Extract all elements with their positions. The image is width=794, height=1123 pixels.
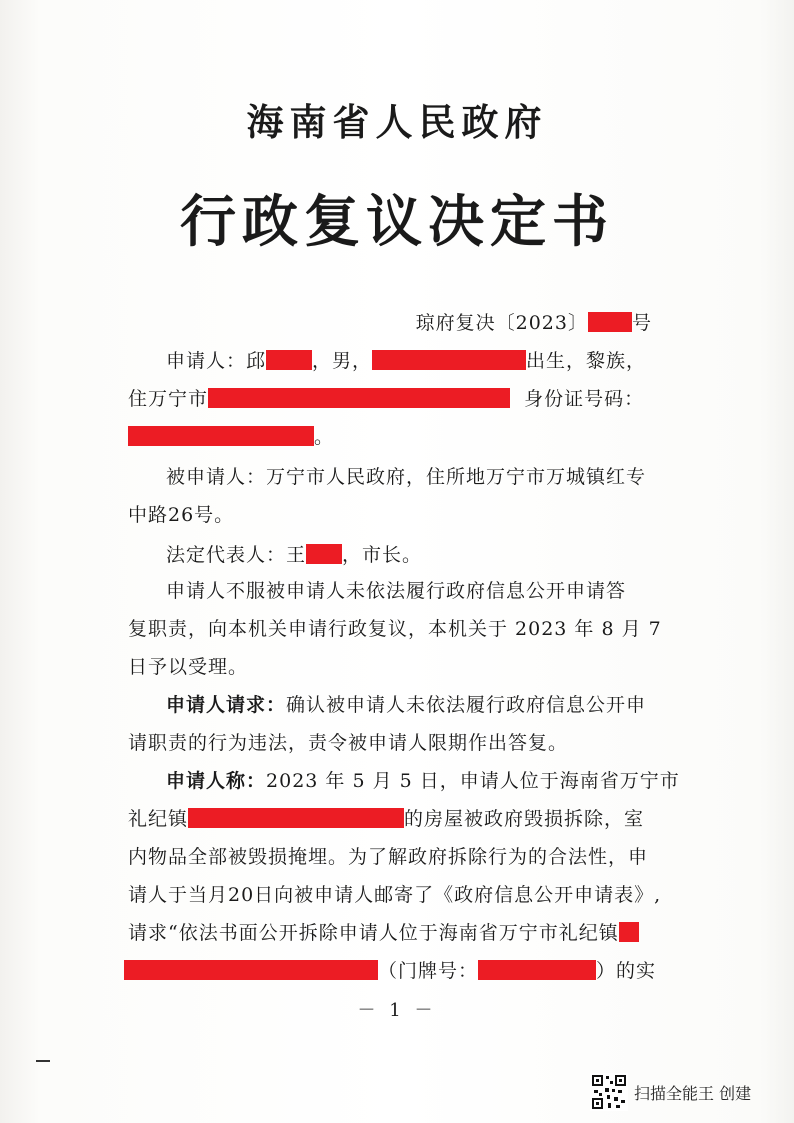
document-number: 琼府复决〔2023〕 号 <box>415 312 652 334</box>
issuing-organization: 海南省人民政府 <box>246 100 548 144</box>
redaction-block <box>128 426 314 446</box>
redaction-block <box>208 388 510 408</box>
claim-line-6: （门牌号： ）的实 <box>124 956 654 983</box>
redaction-block <box>478 960 596 980</box>
intro-line-3: 日予以受理。 <box>128 656 249 678</box>
qr-code-icon <box>590 1073 628 1111</box>
claim-heading: 申请人称： <box>166 770 267 792</box>
redaction-block <box>619 922 639 942</box>
intro-line-1: 申请人不服被申请人未依法履行政府信息公开申请答 <box>166 580 627 602</box>
request-heading: 申请人请求： <box>166 694 287 716</box>
request-line-1: 申请人请求：确认被申请人未依法履行政府信息公开申 <box>166 694 647 716</box>
redaction-block <box>188 808 404 828</box>
scan-edge-mark <box>36 1060 50 1062</box>
respondent-line-2: 中路26号。 <box>128 504 235 526</box>
legal-representative-line: 法定代表人：王 ，市长。 <box>166 544 423 566</box>
page-number: － 1 － <box>357 1000 437 1021</box>
scanner-watermark: 扫描全能王 创建 <box>590 1072 751 1112</box>
claim-line-2: 礼纪镇 的房屋被政府毁损拆除，室 <box>128 808 645 830</box>
claim-line-5: 请求“依法书面公开拆除申请人位于海南省万宁市礼纪镇 <box>128 918 658 945</box>
redaction-block <box>124 960 378 980</box>
redaction-block <box>306 544 342 564</box>
applicant-line-1: 申请人：邱 ，男， 出生，黎族， <box>166 350 647 372</box>
redaction-block <box>588 312 632 332</box>
applicant-line-3: 。 <box>128 422 658 449</box>
claim-line-3: 内物品全部被毁损掩埋。为了解政府拆除行为的合法性，申 <box>128 846 649 868</box>
claim-line-1: 申请人称：2023 年 5 月 5 日，申请人位于海南省万宁市 <box>166 770 680 792</box>
document-title: 行政复议决定书 <box>180 189 614 255</box>
redaction-block <box>266 350 312 370</box>
redaction-block <box>372 350 526 370</box>
claim-line-4: 请人于当月20日向被申请人邮寄了《政府信息公开申请表》, <box>128 884 662 906</box>
intro-line-2: 复职责，向本机关申请行政复议，本机关于 2023 年 8 月 7 <box>128 618 662 640</box>
applicant-line-2: 住万宁市 身份证号码： <box>128 388 645 410</box>
request-line-2: 请职责的行为违法，责令被申请人限期作出答复。 <box>128 732 569 754</box>
respondent-line-1: 被申请人：万宁市人民政府，住所地万宁市万城镇红专 <box>166 466 647 488</box>
